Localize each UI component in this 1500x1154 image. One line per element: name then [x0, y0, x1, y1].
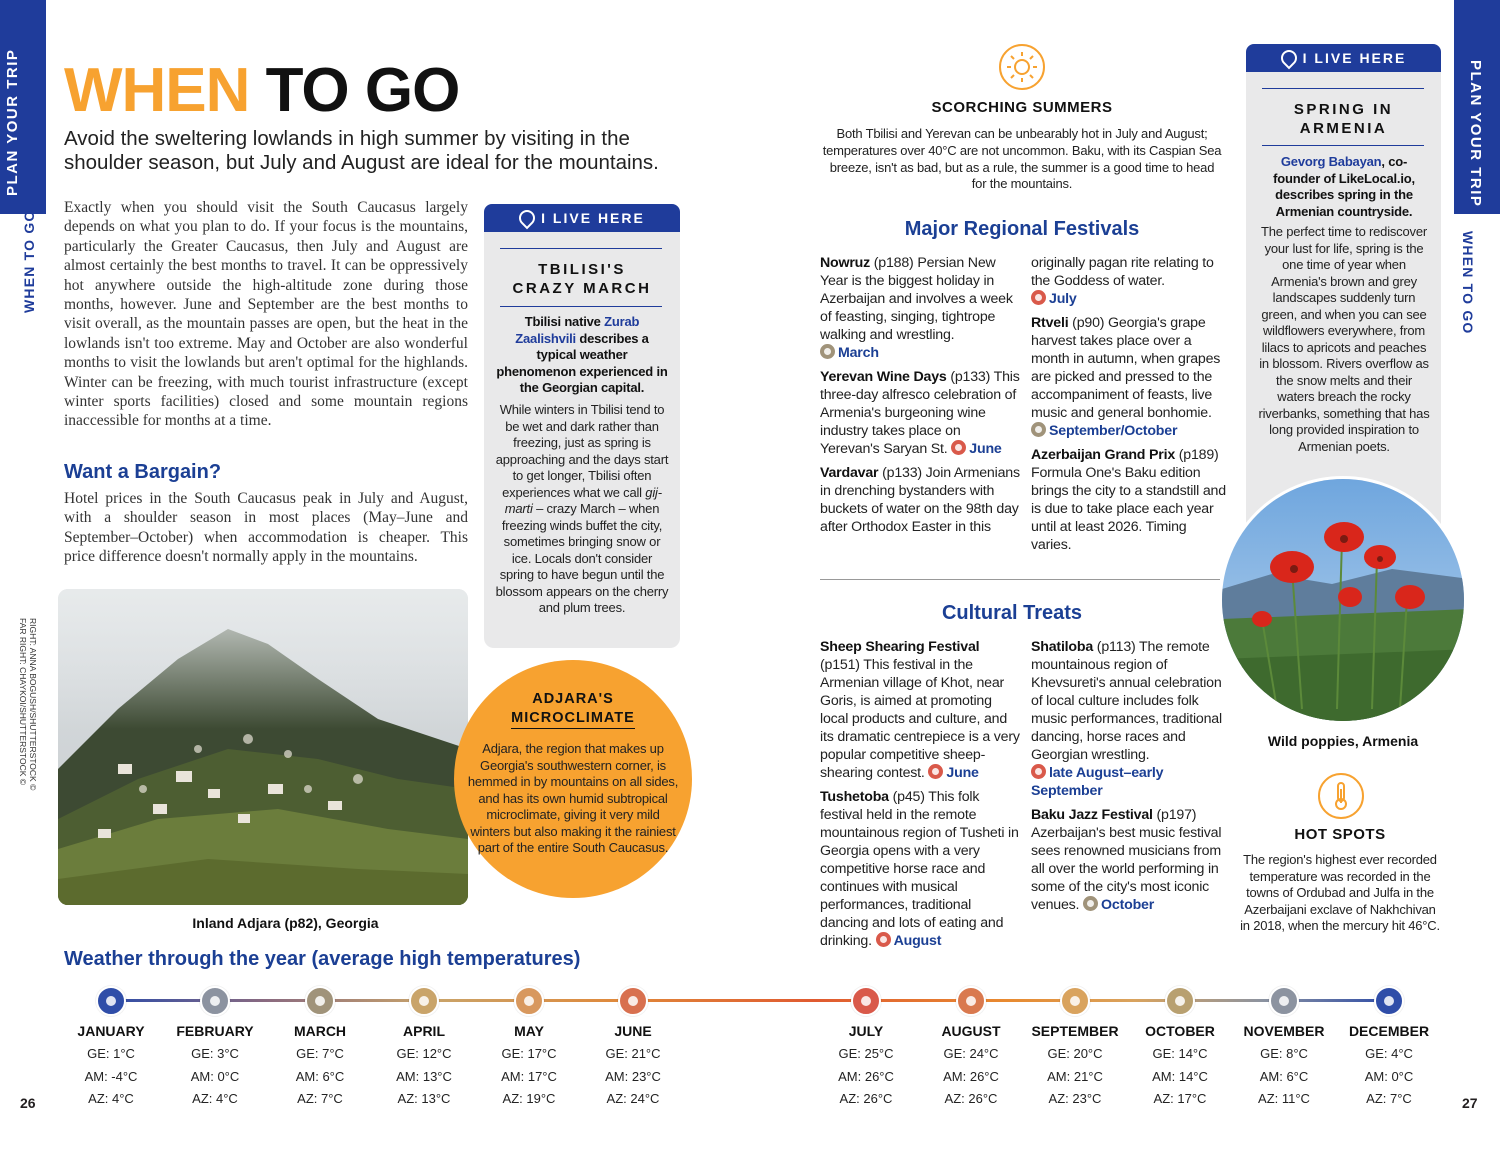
weather-temp-ge: GE: 20°C — [1047, 1046, 1103, 1061]
festival-name: Baku Jazz Festival — [1031, 807, 1153, 823]
weather-temp-am: AM: 0°C — [190, 1068, 240, 1084]
cultural-column-2 — [1031, 638, 1227, 920]
armenia-intro-name: Gevorg Babayan — [1280, 154, 1382, 169]
festival-ref: (p188) — [870, 255, 918, 271]
festival-ref: (p133) — [878, 465, 926, 481]
festival-sheep-shearing — [820, 638, 1020, 782]
cultural-column-1 — [820, 638, 1020, 956]
weather-temp-az: AZ: 4°C — [192, 1091, 238, 1106]
festival-text: Georgia's grape harvest takes place over a month in autumn, when grapes are picked and pressed to the accompaniment of feasts, live music and general bonhomie. — [1031, 315, 1221, 421]
festival-month — [820, 345, 879, 361]
adjara-landscape-image — [58, 589, 468, 905]
weather-temp-ge: GE: 12°C — [396, 1046, 452, 1061]
sun-icon — [1031, 290, 1046, 305]
weather-temp-ge: GE: 17°C — [501, 1046, 557, 1061]
local-badge-icon — [516, 207, 539, 230]
tbilisi-intro-post: describes a typical weather phenomenon experienced in the Georgian capital. — [496, 330, 668, 395]
left-chapter-label: WHEN TO GO — [21, 209, 37, 313]
festival-text: Azerbaijan's best music festival sees renowned musicians from all over the world performing in some of the city's most iconic venues. — [1031, 825, 1222, 913]
festival-tushetoba — [820, 788, 1020, 950]
intro-paragraph: Exactly when you should visit the South Caucasus largely depends on what you plan to do. If your focus is the mountains, particularly the Greater Caucasus, then July and August are almost certainly the best months to travel. It can be oppressively hot anywhere outside the high-altitude zone during those months, however. June and September are the best months to visit overall, as the mountain passes are open, but the heat in the lowlands isn't too extreme. May and October are also wonderful months to visit the lowlands but aren't optimal for the highlands. Winter can be freezing, with much tourist infrastructure (except winter sports facilities) closed and some mountain regions inaccessible for months at a time. — [64, 199, 468, 430]
tbilisi-body-italic: gij-marti — [504, 484, 662, 516]
sun-icon — [999, 44, 1045, 90]
festival-month-label: June — [969, 441, 1002, 457]
title-part-2: TO GO — [265, 56, 460, 125]
festival-ref: (p133) — [946, 369, 994, 385]
festival-name: Yerevan Wine Days — [820, 369, 947, 385]
weather-temp-am: AM: 6°C — [1259, 1068, 1309, 1084]
weather-month-name: JULY — [848, 1023, 884, 1039]
tbilisi-box-header — [484, 204, 680, 232]
weather-temp-ge: GE: 1°C — [87, 1046, 135, 1061]
sun-icon — [956, 986, 986, 1016]
weather-temp-ge: GE: 8°C — [1260, 1046, 1308, 1061]
sun-icon — [1060, 986, 1090, 1016]
weather-temp-am: AM: 21°C — [1047, 1068, 1103, 1084]
tbilisi-body-post: – crazy March – when freezing winds buffet the city, sometimes bringing snow or ice. Locals don't consider spring to have begun until the blossom appears on the cherry and plum trees. — [495, 501, 669, 615]
armenia-box-header-label: I LIVE HERE — [1302, 50, 1407, 66]
weather-temp-az: AZ: 7°C — [297, 1091, 343, 1106]
festival-ref: (p151) — [820, 657, 864, 673]
photo-credit-2: FAR RIGHT: CHAYKOI/SHUTTERSTOCK © — [18, 618, 28, 785]
festival-vardavar-cont — [1031, 254, 1227, 308]
weather-temp-ge: GE: 24°C — [943, 1046, 999, 1061]
photo-credits — [18, 618, 38, 790]
bargain-text: Hotel prices in the South Caucasus peak in July and August, with a shoulder season in most places (May–June and September–October) when accommodation is cheaper. This price difference doesn't normally apply in the mountains. — [64, 490, 468, 566]
weather-temp-az: AZ: 7°C — [1366, 1091, 1412, 1106]
weather-heading: Weather through the year (average high temperatures) — [64, 948, 581, 970]
lede: Avoid the sweltering lowlands in high summer by visiting in the shoulder season, but July and August are ideal for the mountains. — [64, 127, 659, 174]
adjara-circle-title-line2: MICROCLIMATE — [511, 709, 635, 729]
weather-month-name: DECEMBER — [1348, 1023, 1430, 1039]
weather-temp-az: AZ: 13°C — [397, 1091, 451, 1106]
bargain-heading: Want a Bargain? — [64, 461, 222, 483]
armenia-box-rule-bottom — [1262, 145, 1424, 146]
festival-name: Sheep Shearing Festival — [820, 639, 980, 655]
festivals-column-2 — [1031, 254, 1227, 560]
right-section-tab — [1454, 0, 1500, 214]
festival-month — [1031, 291, 1077, 307]
armenia-box-rule-top — [1262, 88, 1424, 89]
cloud-sun-icon — [1031, 422, 1046, 437]
poppies-image — [1222, 479, 1467, 724]
festival-text: This folk festival held in the remote mountainous region of Tusheti in Georgia opens with a very competitive horse race and continues with musical performances, traditional dancing and lots of eating and drinking. — [820, 789, 1019, 949]
left-section-tab-label: PLAN YOUR TRIP — [4, 48, 21, 196]
tbilisi-body-pre: While winters in Tbilisi tend to be wet and dark rather than freezing, just as spring is approaching and the days start to get longer, Tbilisi often experiences what we call — [495, 402, 669, 500]
festival-name: Tushetoba — [820, 789, 889, 805]
page-number-left: 26 — [20, 1095, 36, 1111]
cloud-sun-icon — [820, 344, 835, 359]
weather-month-name: APRIL — [403, 1023, 445, 1039]
poppies-caption: Wild poppies, Armenia — [1267, 733, 1419, 749]
sun-icon — [514, 986, 544, 1016]
hot-spots-text: The region's highest ever recorded temperature was recorded in the towns of Ordubad and Julfa in the Azerbaijani exclave of Nakhchivan in 2018, when the mercury hit 46°C. — [1240, 852, 1440, 933]
weather-month-name: JUNE — [614, 1023, 652, 1039]
festival-ref: (p113) — [1093, 639, 1140, 655]
tbilisi-box-rule-top — [500, 248, 662, 249]
festival-month-label: September/October — [1049, 423, 1178, 439]
festival-month-label: October — [1101, 897, 1155, 913]
festival-nowruz — [820, 254, 1020, 362]
weather-temp-az: AZ: 19°C — [502, 1091, 556, 1106]
armenia-box-body: The perfect time to rediscover your lust for life, spring is the one time of year when Armenia's brown and grey landscapes suddenly turn green, and when you can see wildflowers everywhere, from lilacs to apricots and peaches in blossom. Rivers overflow as the snow melts and their waters breach the rocky riverbanks, something that has long provided inspiration to Armenian poets. — [1258, 224, 1430, 454]
summers-heading: SCORCHING SUMMERS — [931, 99, 1113, 116]
festival-rtveli — [1031, 314, 1227, 440]
festivals-heading: Major Regional Festivals — [904, 218, 1140, 240]
photo-credit-1: RIGHT: ANNA BOGUSH/SHUTTERSTOCK © — [28, 618, 38, 791]
armenia-box-header — [1246, 44, 1441, 72]
poppies-photo — [1219, 476, 1467, 724]
rain-cloud-icon — [200, 986, 230, 1016]
festival-month — [928, 765, 978, 781]
tbilisi-box-rule-bottom — [500, 306, 662, 307]
cloud-sun-icon — [1165, 986, 1195, 1016]
weather-temp-ge: GE: 14°C — [1152, 1046, 1208, 1061]
right-section-tab-label: PLAN YOUR TRIP — [1467, 60, 1484, 208]
weather-month-name: FEBRUARY — [176, 1023, 254, 1039]
festival-name: Rtveli — [1031, 315, 1069, 331]
festival-text: This festival in the Armenian village of Khot, near Goris, is aimed at promoting local products and culture, and its dramatic centrepiece is a very popular competitive sheep-shearing contest. — [820, 657, 1020, 781]
thermometer-icon — [1318, 773, 1364, 819]
weather-temp-am: AM: 13°C — [396, 1068, 452, 1084]
sun-icon — [876, 932, 891, 947]
weather-month-name: OCTOBER — [1145, 1023, 1215, 1039]
armenia-box-intro — [1258, 154, 1430, 220]
weather-temp-ge: GE: 7°C — [296, 1046, 344, 1061]
festival-name: Azerbaijan Grand Prix — [1031, 447, 1176, 463]
cloud-sun-icon — [409, 986, 439, 1016]
title-part-1: WHEN — [64, 56, 250, 125]
local-badge-icon — [1277, 47, 1300, 70]
festival-baku-jazz — [1031, 806, 1227, 914]
festival-text: This three-day alfresco celebration of Armenia's burgeoning wine industry takes place on Yerevan's Saryan St. — [820, 369, 1020, 457]
adjara-circle-title — [454, 690, 692, 729]
rain-cloud-icon — [1269, 986, 1299, 1016]
festival-month-label: late August–early September — [1031, 765, 1164, 799]
weather-month-name: SEPTEMBER — [1031, 1023, 1119, 1039]
festival-grand-prix — [1031, 446, 1227, 554]
festival-name: Nowruz — [820, 255, 871, 271]
festival-month-label: July — [1049, 291, 1077, 307]
festival-text: Persian New Year is the biggest holiday in Azerbaijan and involves a week of feasting, singing, tightrope walking and wrestling. — [820, 255, 1013, 343]
tbilisi-box-intro — [496, 314, 668, 397]
weather-temp-am: AM: 0°C — [1364, 1068, 1414, 1084]
weather-temp-ge: GE: 25°C — [838, 1046, 894, 1061]
armenia-intro-post: , co-founder of LikeLocal.io, describes spring in the Armenian countryside. — [1273, 154, 1415, 219]
sun-icon — [851, 986, 881, 1016]
weather-month-name: MARCH — [293, 1023, 347, 1039]
festival-text: Formula One's Baku edition brings the city to a standstill and is due to take place each year until at least 2026. Timing varies. — [1031, 465, 1226, 553]
sun-icon — [618, 986, 648, 1016]
weather-temp-am: AM: 26°C — [838, 1068, 894, 1084]
sun-icon — [951, 440, 966, 455]
festival-month — [1083, 897, 1154, 913]
armenia-box-title-line2: ARMENIA — [1299, 120, 1388, 137]
tbilisi-box-title-line2: CRAZY MARCH — [512, 280, 652, 297]
weather-temp-am: AM: 17°C — [501, 1068, 557, 1084]
weather-temp-az: AZ: 26°C — [839, 1091, 893, 1106]
tbilisi-intro-pre: Tbilisi native — [524, 314, 605, 329]
snowflake-icon — [1374, 986, 1404, 1016]
festival-ref: (p90) — [1068, 315, 1109, 331]
festival-ref: (p45) — [888, 789, 929, 805]
weather-temp-az: AZ: 23°C — [1048, 1091, 1102, 1106]
weather-temp-az: AZ: 4°C — [88, 1091, 134, 1106]
page-title — [64, 56, 460, 125]
festival-text: originally pagan rite relating to the Goddess of water. — [1031, 255, 1214, 289]
right-chapter-label: WHEN TO GO — [1460, 231, 1476, 335]
festival-name: Shatiloba — [1031, 639, 1094, 655]
festival-month-label: August — [893, 933, 942, 949]
weather-temp-ge: GE: 21°C — [605, 1046, 661, 1061]
festival-ref: (p197) — [1152, 807, 1197, 823]
sun-icon — [928, 764, 943, 779]
cultural-heading: Cultural Treats — [941, 602, 1083, 624]
festival-text: Join Armenians in drenching bystanders with buckets of water on the 98th day after Orthodox Easter in this — [820, 465, 1020, 535]
weather-month-name: JANUARY — [77, 1023, 145, 1039]
festival-ref: (p189) — [1175, 447, 1219, 463]
hot-spots-heading: HOT SPOTS — [1294, 826, 1386, 843]
weather-temp-am: AM: 14°C — [1152, 1068, 1208, 1084]
festival-month-label: March — [838, 345, 879, 361]
festival-name: Vardavar — [820, 465, 879, 481]
tbilisi-box-header-label: I LIVE HERE — [541, 210, 645, 226]
cloud-sun-icon — [305, 986, 335, 1016]
festival-month — [951, 441, 1001, 457]
weather-timeline — [112, 999, 1390, 1002]
festival-yerevan-wine-days — [820, 368, 1020, 458]
cloud-sun-icon — [1083, 896, 1098, 911]
festivals-column-1 — [820, 254, 1020, 542]
adjara-circle-text: Adjara, the region that makes up Georgia's southwestern corner, is hemmed in by mountains on all sides, and has its own humid subtropical microclimate, giving it very mild winters but also making it the rainiest part of the entire South Caucasus. — [467, 741, 679, 855]
weather-temp-am: AM: 23°C — [605, 1068, 661, 1084]
section-divider — [820, 579, 1220, 580]
weather-temp-ge: GE: 3°C — [191, 1046, 239, 1061]
weather-temp-ge: GE: 4°C — [1365, 1046, 1413, 1061]
weather-temp-az: AZ: 17°C — [1153, 1091, 1207, 1106]
weather-month-name: NOVEMBER — [1243, 1023, 1325, 1039]
weather-temp-az: AZ: 26°C — [944, 1091, 998, 1106]
armenia-box-title — [1246, 100, 1441, 138]
tbilisi-box-body — [494, 402, 670, 617]
festival-text: The remote mountainous region of Khevsureti's annual celebration of local culture includes folk music performances, traditional dancing, horse races and Georgian wrestling. — [1031, 639, 1222, 763]
left-section-tab — [0, 0, 46, 214]
weather-temp-am: AM: 6°C — [295, 1068, 345, 1084]
weather-temp-az: AZ: 24°C — [606, 1091, 660, 1106]
festival-vardavar — [820, 464, 1020, 536]
page-number-right: 27 — [1462, 1095, 1478, 1111]
tbilisi-box-title — [484, 260, 680, 298]
adjara-photo-caption: Inland Adjara (p82), Georgia — [192, 915, 379, 931]
festival-month — [876, 933, 942, 949]
adjara-circle-title-line1: ADJARA'S — [532, 691, 614, 707]
festival-shatiloba — [1031, 638, 1227, 800]
weather-temp-az: AZ: 11°C — [1258, 1091, 1310, 1106]
armenia-box-title-line1: SPRING IN — [1293, 101, 1394, 118]
summers-text: Both Tbilisi and Yerevan can be unbearably hot in July and August; temperatures over 40°C are not uncommon. Baku, with its Caspian Sea breeze, isn't as bad, but as a rule, the summer is a good time to head for the mountains. — [822, 126, 1222, 192]
festival-month — [1031, 765, 1163, 799]
tbilisi-intro-name: Zurab Zaalishvili — [515, 314, 640, 346]
weather-temp-am: AM: -4°C — [84, 1068, 138, 1084]
adjara-photo — [58, 589, 468, 905]
festival-month-label: June — [946, 765, 979, 781]
sun-icon — [1031, 764, 1046, 779]
weather-month-name: AUGUST — [941, 1023, 1001, 1039]
weather-month-name: MAY — [514, 1023, 544, 1039]
weather-temp-am: AM: 26°C — [943, 1068, 999, 1084]
tbilisi-box-title-line1: TBILISI'S — [538, 261, 626, 278]
festival-month — [1031, 423, 1177, 439]
snowflake-icon — [96, 986, 126, 1016]
